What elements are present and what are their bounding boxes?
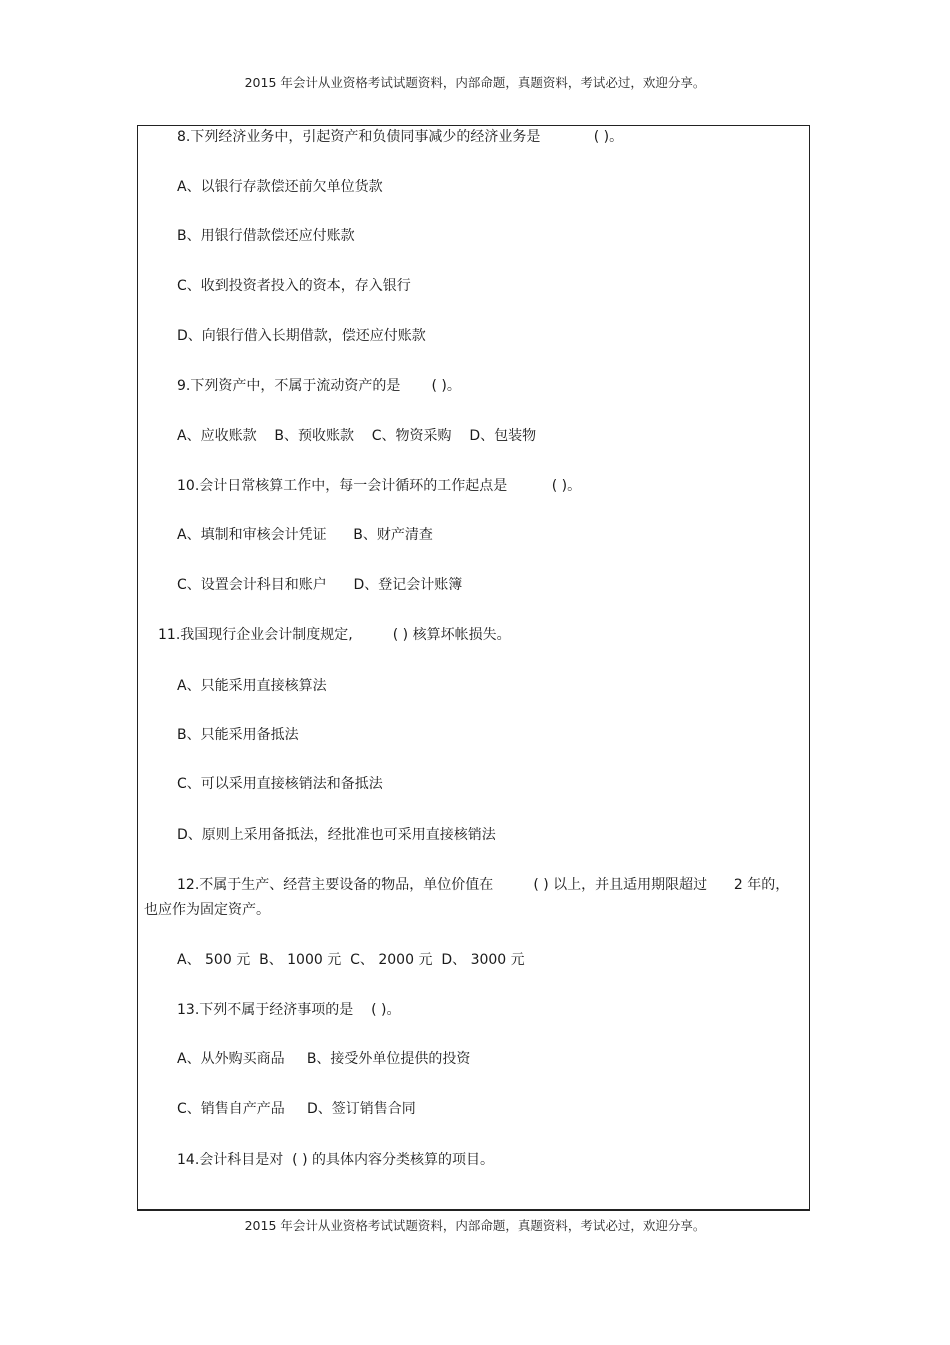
option-8d: D、向银行借入长期借款，偿还应付账款 — [177, 328, 426, 344]
option-11d: D、原则上采用备抵法，经批准也可采用直接核销法 — [177, 827, 496, 843]
question-12-cont: 也应作为固定资产。 — [144, 902, 270, 918]
options-10-cd: C、设置会计科目和账户 D、登记会计账簿 — [177, 577, 463, 593]
question-14: 14.会计科目是对 ( ) 的具体内容分类核算的项目。 — [177, 1152, 494, 1168]
question-11: 11.我国现行企业会计制度规定, ( ) 核算坏帐损失。 — [158, 627, 511, 643]
question-13: 13.下列不属于经济事项的是 ( )。 — [177, 1002, 401, 1018]
option-11a: A、只能采用直接核算法 — [177, 678, 327, 694]
options-12: A、 500 元 B、 1000 元 C、 2000 元 D、 3000 元 — [177, 952, 525, 968]
options-13-cd: C、销售自产产品 D、签订销售合同 — [177, 1101, 416, 1117]
page-footer: 2015 年会计从业资格考试试题资料，内部命题，真题资料，考试必过，欢迎分享。 — [244, 1218, 706, 1233]
question-8: 8.下列经济业务中，引起资产和负债同事减少的经济业务是 ( )。 — [177, 129, 624, 145]
options-13-ab: A、从外购买商品 B、接受外单位提供的投资 — [177, 1051, 471, 1067]
option-11b: B、只能采用备抵法 — [177, 727, 299, 743]
question-12: 12.不属于生产、经营主要设备的物品，单位价值在 ( ) 以上，并且适用期限超过 2 年的， — [177, 877, 790, 893]
option-8c: C、收到投资者投入的资本，存入银行 — [177, 278, 411, 294]
question-10: 10.会计日常核算工作中，每一会计循环的工作起点是 ( )。 — [177, 478, 582, 494]
page-header: 2015 年会计从业资格考试试题资料，内部命题，真题资料，考试必过，欢迎分享。 — [244, 75, 706, 90]
option-8a: A、以银行存款偿还前欠单位货款 — [177, 179, 383, 195]
options-9: A、应收账款 B、预收账款 C、物资采购 D、包装物 — [177, 428, 537, 444]
option-11c: C、可以采用直接核销法和备抵法 — [177, 776, 383, 792]
options-10-ab: A、填制和审核会计凭证 B、财产清查 — [177, 527, 433, 543]
question-9: 9.下列资产中，不属于流动资产的是 ( )。 — [177, 378, 461, 394]
option-8b: B、用银行借款偿还应付账款 — [177, 228, 355, 244]
